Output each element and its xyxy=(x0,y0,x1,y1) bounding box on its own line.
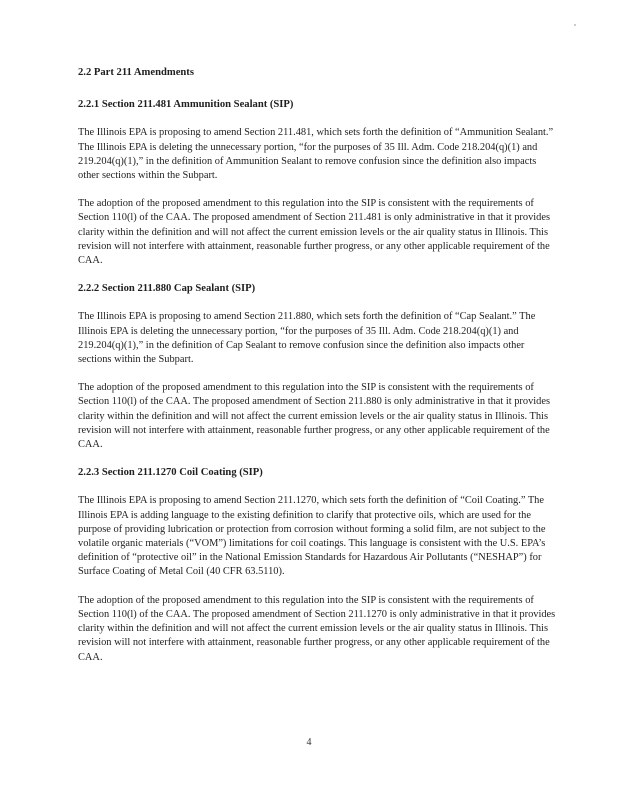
subsection-2-2-1 xyxy=(78,98,556,268)
scan-speck xyxy=(574,24,576,26)
subsection-heading: 2.2.2 Section 211.880 Cap Sealant (SIP) xyxy=(78,283,256,295)
paragraph: The adoption of the proposed amendment to this regulation into the SIP is consistent with the requirements of Section 110(l) of the CAA. The proposed amendment of Section 211.1270 is only administrative in that it provides clarity within the definition and will not affect the current emission levels or the air quality status in Illinois. This revision will not interfere with attainment, reasonable further progress, or any other applicable requirement of the CAA. xyxy=(78,594,556,663)
subsection-2-2-2 xyxy=(78,282,556,452)
paragraph: The Illinois EPA is proposing to amend Section 211.880, which sets forth the definition of “Cap Sealant.” The Illinois EPA is deleting the unnecessary portion, “for the purposes of 35 Ill. Adm. Code 218.204(q)(1) and 219.204(q)(1),” in the definition of Cap Sealant to remove confusion since the definition also impacts other sections within the Subpart. xyxy=(78,311,536,366)
paragraph: The adoption of the proposed amendment to this regulation into the SIP is consistent with the requirements of Section 110(l) of the CAA. The proposed amendment of Section 211.481 is only administrative in that it provides clarity within the definition and will not affect the current emission levels or the air quality status in Illinois. This revision will not interfere with attainment, reasonable further progress, or any other applicable requirement of the CAA. xyxy=(78,198,551,267)
paragraph: The Illinois EPA is proposing to amend Section 211.1270, which sets forth the definition of “Coil Coating.” The Illinois EPA is adding language to the existing definition to clarify that protective oils, which are used for the purpose of providing lubrication or protection from corrosion without forming a solid film, are not subject to the volatile organic materials (“VOM”) limitations for coil coatings. This language is consistent with the U.S. EPA’s definition of “protective oil” in the National Emission Standards for Hazardous Air Pollutants (“NESHAP”) for Surface Coating of Metal Coil (40 CFR 63.5110). xyxy=(78,495,546,578)
section-title: 2.2 Part 211 Amendments xyxy=(78,67,194,78)
subsection-heading: 2.2.1 Section 211.481 Ammunition Sealant (SIP) xyxy=(78,99,294,111)
paragraph: The adoption of the proposed amendment to this regulation into the SIP is consistent with the requirements of Section 110(l) of the CAA. The proposed amendment of Section 211.880 is only administrative in that it provides clarity within the definition and will not affect the current emission levels or the air quality status in Illinois. This revision will not interfere with attainment, reasonable further progress, or any other applicable requirement of the CAA. xyxy=(78,382,551,451)
document-body xyxy=(78,66,556,679)
paragraph: The Illinois EPA is proposing to amend Section 211.481, which sets forth the definition of “Ammunition Sealant.” The Illinois EPA is deleting the unnecessary portion, “for the purposes of 35 Ill. Adm. Code 218.204(q)(1) and 219.204(q)(1),” in the definition of Ammunition Sealant to remove confusion since the definition also impacts other sections within the Subpart. xyxy=(78,127,554,182)
subsection-2-2-3 xyxy=(78,466,556,664)
subsection-heading: 2.2.3 Section 211.1270 Coil Coating (SIP) xyxy=(78,467,263,479)
page-number: 4 xyxy=(306,737,312,748)
